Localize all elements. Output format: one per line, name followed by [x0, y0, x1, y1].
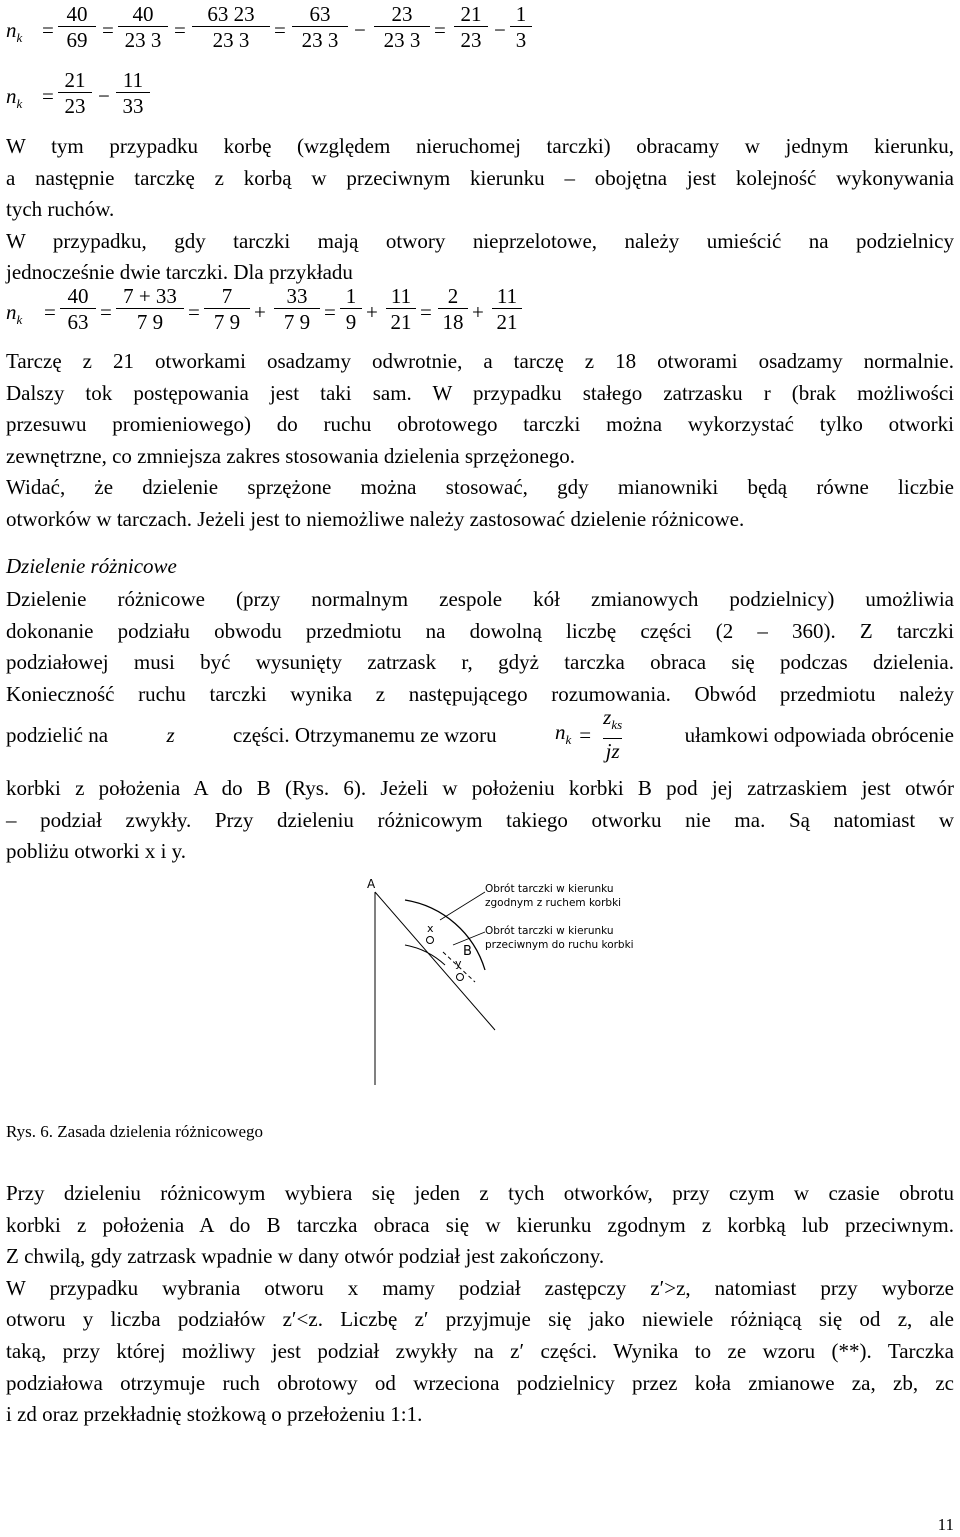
svg-text:B: B — [463, 944, 472, 959]
svg-text:Obrót tarczki w kierunku: Obrót tarczki w kierunku — [485, 925, 614, 937]
text-line: taką, przy której możliwy jest podział zwykły na z′ części. Wynika to ze wzoru (**). Tarczka — [6, 1338, 954, 1363]
text-line: podziałowa otrzymuje ruch obrotowy od wrzeciona podzielnicy przez koła zmianowe za, zb, zc — [6, 1370, 954, 1395]
fraction: 1 9 — [340, 284, 362, 333]
paragraph-2 — [6, 346, 954, 536]
formula-line: podzielić na z części. Otrzymanemu ze wzoru $n_k$ = $\frac{z_{ks}}{jz}$ ułamkowi odpowiada obrócenie — [6, 705, 954, 763]
svg-text:x: x — [427, 922, 434, 935]
text-line: W przypadku wybrania otworu x mamy podział zastępczy z′>z, natomiast przy wyborze — [6, 1275, 954, 1300]
text-line: pobliżu otworki x i y. — [6, 839, 187, 864]
text-line: podziałowej musi być wysunięty zatrzask r, gdyż tarczka obraca się podczas dzielenia. — [6, 650, 954, 675]
text-line: tych ruchów. — [6, 197, 115, 222]
text-line: korbki z położenia A do B (Rys. 6). Jeżeli w położeniu korbki B pod jej zatrzaskiem jest otwór — [6, 776, 954, 800]
paragraph-1 — [6, 131, 954, 289]
svg-text:y: y — [455, 957, 462, 970]
text-line: Z chwilą, gdy zatrzask wpadnie w dany otwór podział jest zakończony. — [6, 1244, 605, 1269]
inline-formula: $n_k$ = $\frac{z_{ks}}{jz}$ — [555, 705, 623, 763]
paragraph-4 — [6, 773, 954, 868]
fraction: 1 3 — [510, 2, 532, 51]
fraction: 23 23 3 — [374, 2, 430, 51]
fraction: 11 33 — [116, 68, 150, 117]
fraction: 63 23 23 3 — [192, 2, 270, 51]
text-line: Dalszy tok postępowania jest taki sam. W przypadku stałego zatrzasku r (brak możliwości — [6, 380, 954, 405]
text-line: Tarczę z 21 otworkami osadzamy odwrotnie, a tarczę z 18 otworami osadzamy normalnie. — [6, 349, 954, 373]
fraction: 21 23 — [454, 2, 488, 51]
fraction: 33 7 9 — [274, 284, 320, 333]
text-line: Dzielenie różnicowe (przy normalnym zespole kół zmianowych podzielnicy) umożliwia — [6, 587, 954, 611]
fraction: 7 7 9 — [204, 284, 250, 333]
svg-text:zgodnym z ruchem korbki: zgodnym z ruchem korbki — [485, 897, 622, 909]
text-line: i zd oraz przekładnię stożkową o przełożeniu 1:1. — [6, 1402, 423, 1427]
equation-2: $n_k$ = 21 23 − 11 33 — [6, 68, 206, 122]
text-line: otworków w tarczach. Jeżeli jest to niemożliwe należy zastosować dzielenie różnicowe. — [6, 506, 745, 531]
fraction: 11 21 — [492, 284, 522, 333]
section-heading: Dzielenie różnicowe — [6, 554, 177, 578]
text-line: przesuwu promieniowego) do ruchu obrotowego tarczki można wykorzystać tylko otworki — [6, 412, 954, 437]
equation-3: $n_k$ = 40 63 = 7 + 33 7 9 = 7 7 9 + 33 7 9 = 1 9 + 11 21 = 2 18 + 11 21 — [6, 284, 546, 340]
figure-caption: Rys. 6. Zasada dzielenia różnicowego — [6, 1122, 264, 1141]
hole-y — [457, 974, 464, 981]
fraction: 11 21 — [386, 284, 416, 333]
nk-symbol: $n_k$ — [6, 18, 23, 46]
text-line: – podział zwykły. Przy dzieleniu różnicowym takiego otworku nie ma. Są natomiast w — [6, 807, 954, 832]
text-line: Konieczność ruchu tarczki wynika z następującego rozumowania. Obwód przedmiotu należy — [6, 681, 954, 706]
hole-x — [427, 937, 434, 944]
label-a: A — [367, 877, 376, 891]
text-line: W przypadku, gdy tarczki mają otwory nieprzelotowe, należy umieścić na podzielnicy — [6, 228, 954, 253]
fraction: 63 23 3 — [292, 2, 348, 51]
text-line: Przy dzieleniu różnicowym wybiera się jeden z tych otworków, przy czym w czasie obrotu — [6, 1181, 954, 1205]
fraction: 21 23 — [58, 68, 92, 117]
text-line: jednocześnie dwie tarczki. Dla przykładu — [6, 260, 353, 285]
page-number: 11 — [937, 1515, 954, 1534]
differential-dividing-diagram — [335, 870, 665, 1100]
text-line: Widać, że dzielenie sprzężone można stosować, gdy mianowniki będą równe liczbie — [6, 475, 954, 500]
fraction: 2 18 — [438, 284, 468, 333]
svg-text:Obrót tarczki w kierunku: Obrót tarczki w kierunku — [485, 883, 614, 895]
fraction: 7 + 33 7 9 — [116, 284, 184, 333]
equation-1: $n_k$ = 40 69 = 40 23 3 = 63 23 23 3 = 63 23 3 − 23 23 3 = 21 23 − 1 3 — [6, 2, 566, 56]
fraction: 40 69 — [58, 2, 96, 51]
text-line: zewnętrzne, co zmniejsza zakres stosowania dzielenia sprzężonego. — [6, 443, 576, 468]
svg-text:przeciwnym do ruchu korbki: przeciwnym do ruchu korbki — [485, 939, 634, 951]
paragraph-5 — [6, 1178, 954, 1431]
text-line: a następnie tarczkę z korbą w przeciwnym kierunku – obojętna jest kolejność wykonywania — [6, 165, 954, 190]
text-line: otworu y liczba podziałów z′<z. Liczbę z′ przyjmuje się jako niewiele różniącą się od z, ale — [6, 1307, 954, 1332]
fraction: 40 63 — [60, 284, 96, 333]
paragraph-3 — [6, 584, 954, 710]
text-line: korbki z położenia A do B tarczka obraca się w kierunku zgodnym z korbką lub przeciwnym. — [6, 1212, 954, 1237]
text-line: W tym przypadku korbę (względem nieruchomej tarczki) obracamy w jednym kierunku, — [6, 134, 954, 158]
text-line: dokonanie podziału obwodu przedmiotu na dowolną liczbę części (2 – 360). Z tarczki — [6, 618, 954, 643]
fraction: 40 23 3 — [118, 2, 168, 51]
